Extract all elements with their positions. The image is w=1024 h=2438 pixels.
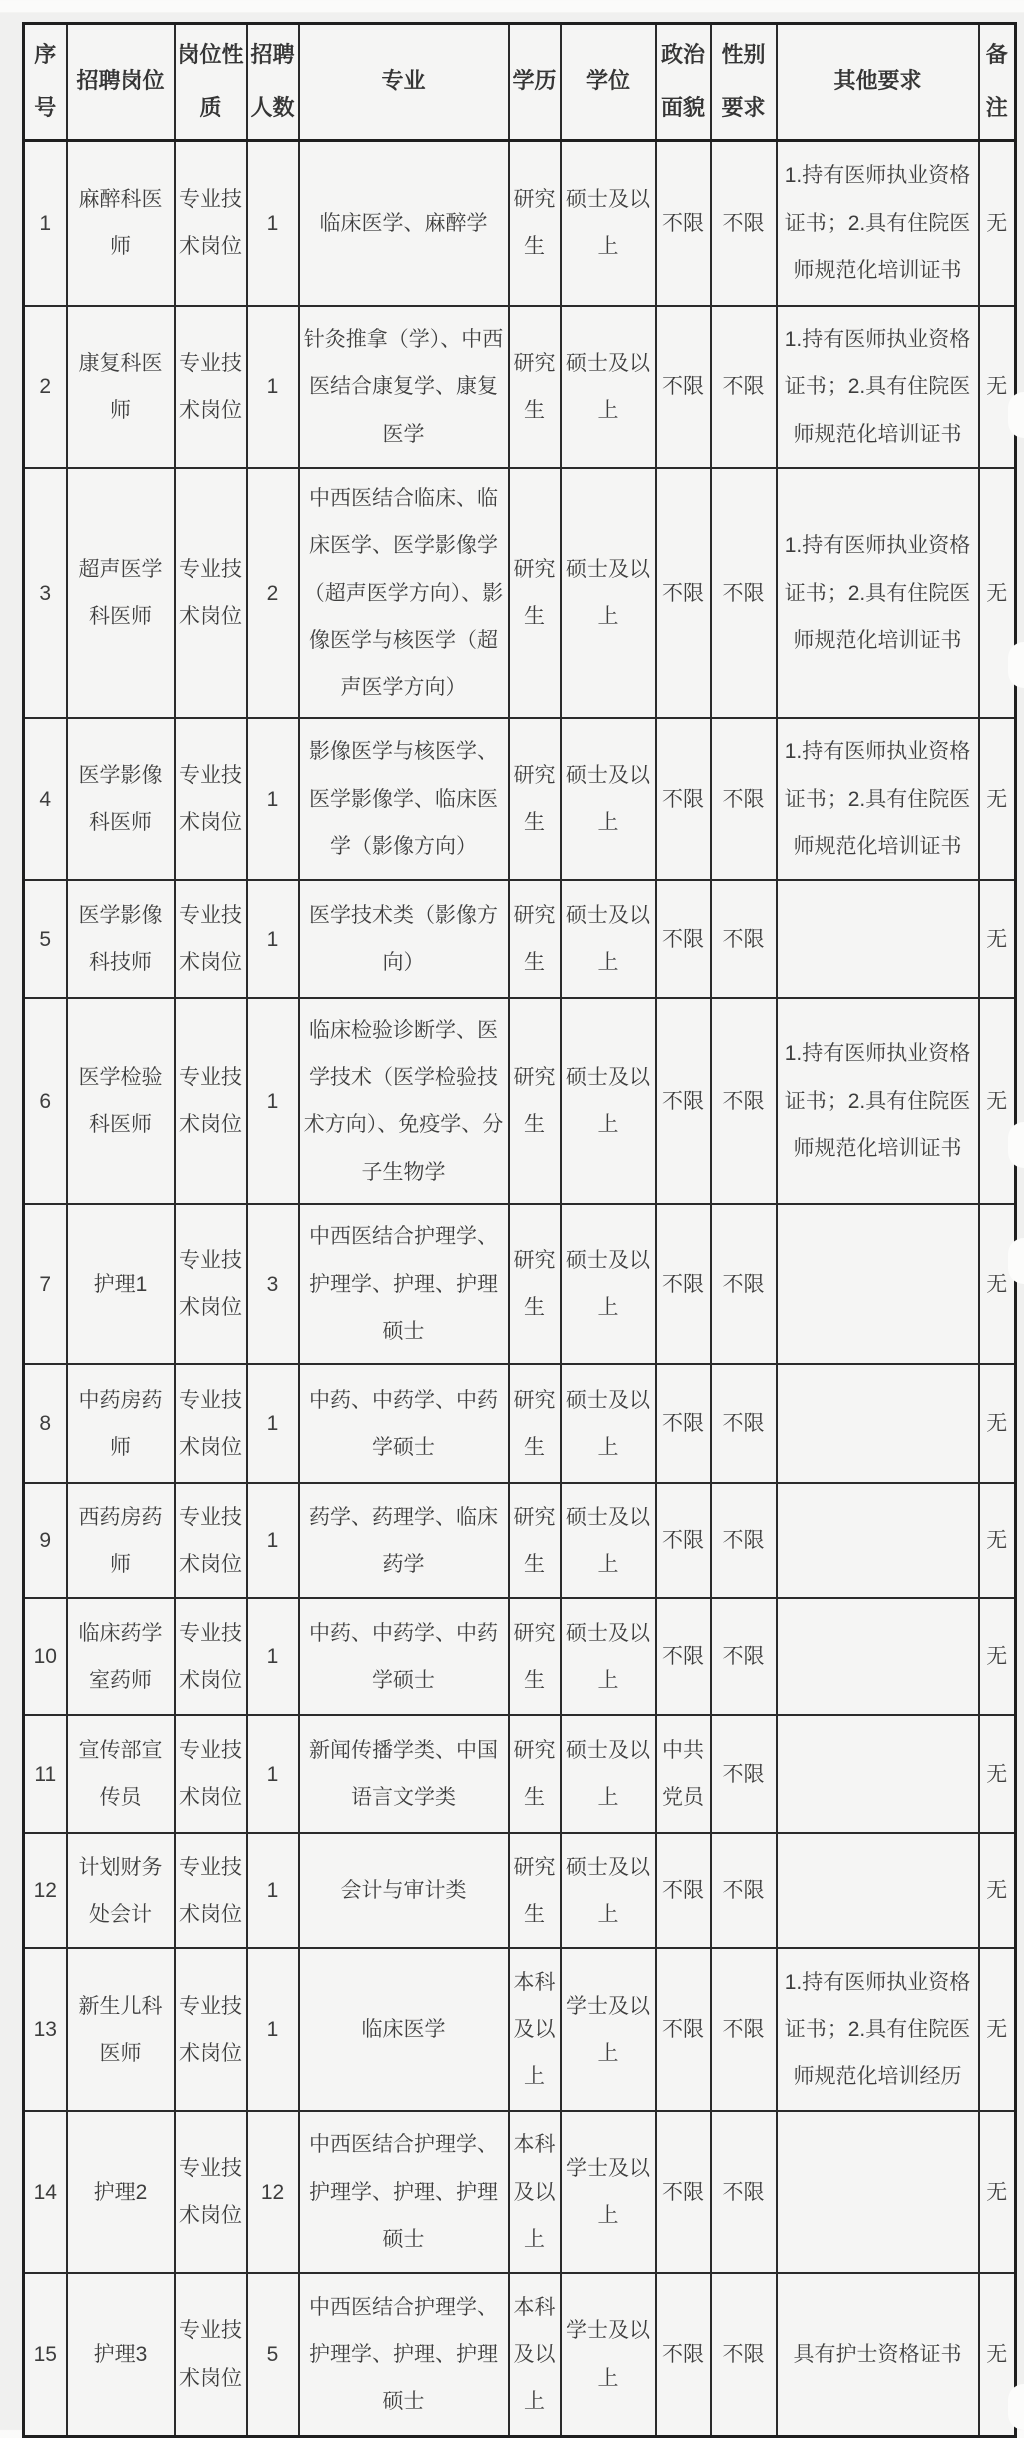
- edge-artifact: [1008, 1122, 1024, 1168]
- cell-remark: 无: [979, 140, 1016, 306]
- header-row: [24, 24, 1016, 141]
- cell-remark: 无: [979, 1364, 1016, 1483]
- cell-seq: 7: [24, 1204, 67, 1364]
- cell-major: 临床医学、麻醉学: [299, 140, 509, 306]
- cell-gender: 不限: [711, 140, 777, 306]
- cell-political: 不限: [656, 306, 711, 468]
- cell-education: 研究生: [509, 140, 561, 306]
- cell-position: 中药房药师: [67, 1364, 175, 1483]
- cell-position: 计划财务处会计: [67, 1833, 175, 1948]
- cell-political: 中共党员: [656, 1715, 711, 1833]
- cell-count: 3: [247, 1204, 299, 1364]
- cell-count: 1: [247, 718, 299, 880]
- cell-education: 研究生: [509, 718, 561, 880]
- table-row: [24, 1833, 1016, 1948]
- table-row: [24, 998, 1016, 1204]
- cell-major: 新闻传播学类、中国语言文学类: [299, 1715, 509, 1833]
- cell-education: 本科及以上: [509, 2273, 561, 2436]
- cell-other: 1.持有医师执业资格证书；2.具有住院医师规范化培训证书: [777, 140, 979, 306]
- cell-seq: 10: [24, 1598, 67, 1715]
- cell-major: 临床医学: [299, 1948, 509, 2111]
- header-position: 招聘岗位: [67, 24, 175, 141]
- cell-gender: 不限: [711, 1948, 777, 2111]
- cell-seq: 15: [24, 2273, 67, 2436]
- cell-position: 超声医学科医师: [67, 468, 175, 718]
- cell-degree: 硕士及以上: [561, 1364, 656, 1483]
- cell-political: 不限: [656, 998, 711, 1204]
- cell-nature: 专业技术岗位: [175, 1598, 247, 1715]
- cell-political: 不限: [656, 140, 711, 306]
- cell-nature: 专业技术岗位: [175, 1204, 247, 1364]
- cell-education: 本科及以上: [509, 2111, 561, 2273]
- cell-other: 1.持有医师执业资格证书；2.具有住院医师规范化培训证书: [777, 998, 979, 1204]
- cell-major: 中西医结合护理学、护理学、护理、护理硕士: [299, 1204, 509, 1364]
- cell-other: [777, 1833, 979, 1948]
- cell-political: 不限: [656, 1204, 711, 1364]
- cell-remark: 无: [979, 1948, 1016, 2111]
- cell-degree: 硕士及以上: [561, 880, 656, 998]
- table-row: [24, 880, 1016, 998]
- cell-seq: 13: [24, 1948, 67, 2111]
- cell-education: 研究生: [509, 306, 561, 468]
- cell-gender: 不限: [711, 998, 777, 1204]
- table-row: [24, 306, 1016, 468]
- header-remark: 备注: [979, 24, 1016, 141]
- cell-political: 不限: [656, 1483, 711, 1598]
- cell-major: 中西医结合护理学、护理学、护理、护理硕士: [299, 2111, 509, 2273]
- cell-nature: 专业技术岗位: [175, 1715, 247, 1833]
- cell-gender: 不限: [711, 1833, 777, 1948]
- cell-seq: 9: [24, 1483, 67, 1598]
- cell-political: 不限: [656, 2111, 711, 2273]
- cell-count: 12: [247, 2111, 299, 2273]
- cell-nature: 专业技术岗位: [175, 880, 247, 998]
- cell-seq: 12: [24, 1833, 67, 1948]
- cell-seq: 3: [24, 468, 67, 718]
- header-seq: 序号: [24, 24, 67, 141]
- cell-degree: 硕士及以上: [561, 1598, 656, 1715]
- cell-other: 1.持有医师执业资格证书；2.具有住院医师规范化培训证书: [777, 718, 979, 880]
- header-education: 学历: [509, 24, 561, 141]
- header-gender: 性别要求: [711, 24, 777, 141]
- cell-education: 本科及以上: [509, 1948, 561, 2111]
- cell-education: 研究生: [509, 1204, 561, 1364]
- cell-education: 研究生: [509, 1833, 561, 1948]
- cell-nature: 专业技术岗位: [175, 2111, 247, 2273]
- cell-major: 药学、药理学、临床药学: [299, 1483, 509, 1598]
- cell-major: 会计与审计类: [299, 1833, 509, 1948]
- cell-degree: 硕士及以上: [561, 718, 656, 880]
- cell-seq: 2: [24, 306, 67, 468]
- cell-other: 1.持有医师执业资格证书；2.具有住院医师规范化培训证书: [777, 468, 979, 718]
- cell-other: [777, 1483, 979, 1598]
- cell-gender: 不限: [711, 1204, 777, 1364]
- edge-artifact: [1008, 2384, 1024, 2430]
- cell-degree: 硕士及以上: [561, 998, 656, 1204]
- cell-gender: 不限: [711, 2273, 777, 2436]
- cell-gender: 不限: [711, 2111, 777, 2273]
- cell-political: 不限: [656, 2273, 711, 2436]
- cell-count: 1: [247, 998, 299, 1204]
- cell-education: 研究生: [509, 1364, 561, 1483]
- cell-count: 1: [247, 880, 299, 998]
- cell-nature: 专业技术岗位: [175, 306, 247, 468]
- cell-seq: 5: [24, 880, 67, 998]
- table-row: [24, 1483, 1016, 1598]
- cell-position: 新生儿科医师: [67, 1948, 175, 2111]
- cell-degree: 硕士及以上: [561, 140, 656, 306]
- cell-position: 医学检验科医师: [67, 998, 175, 1204]
- cell-major: 针灸推拿（学）、中西医结合康复学、康复医学: [299, 306, 509, 468]
- cell-political: 不限: [656, 880, 711, 998]
- cell-position: 护理2: [67, 2111, 175, 2273]
- cell-position: 医学影像科医师: [67, 718, 175, 880]
- cell-other: [777, 1715, 979, 1833]
- cell-education: 研究生: [509, 1598, 561, 1715]
- table-row: [24, 1948, 1016, 2111]
- cell-remark: 无: [979, 468, 1016, 718]
- cell-other: [777, 1204, 979, 1364]
- cell-other: [777, 1364, 979, 1483]
- table-row: [24, 1364, 1016, 1483]
- cell-position: 临床药学室药师: [67, 1598, 175, 1715]
- table-row: [24, 718, 1016, 880]
- cell-nature: 专业技术岗位: [175, 1833, 247, 1948]
- table-row: [24, 1204, 1016, 1364]
- cell-gender: 不限: [711, 1364, 777, 1483]
- table-row: [24, 2111, 1016, 2273]
- cell-remark: 无: [979, 998, 1016, 1204]
- cell-other: 1.持有医师执业资格证书；2.具有住院医师规范化培训经历: [777, 1948, 979, 2111]
- cell-remark: 无: [979, 1833, 1016, 1948]
- cell-gender: 不限: [711, 718, 777, 880]
- cell-education: 研究生: [509, 880, 561, 998]
- cell-political: 不限: [656, 1833, 711, 1948]
- edge-artifact: [1008, 1238, 1024, 1284]
- cell-degree: 硕士及以上: [561, 468, 656, 718]
- cell-degree: 硕士及以上: [561, 306, 656, 468]
- cell-count: 2: [247, 468, 299, 718]
- cell-count: 5: [247, 2273, 299, 2436]
- cell-nature: 专业技术岗位: [175, 1364, 247, 1483]
- table-row: [24, 1598, 1016, 1715]
- header-other: 其他要求: [777, 24, 979, 141]
- edge-artifact: [1008, 392, 1024, 438]
- cell-seq: 11: [24, 1715, 67, 1833]
- cell-political: 不限: [656, 468, 711, 718]
- cell-count: 1: [247, 1598, 299, 1715]
- cell-degree: 学士及以上: [561, 2273, 656, 2436]
- cell-degree: 硕士及以上: [561, 1715, 656, 1833]
- cell-major: 中药、中药学、中药学硕士: [299, 1364, 509, 1483]
- table-row: [24, 140, 1016, 306]
- cell-remark: 无: [979, 880, 1016, 998]
- cell-position: 护理3: [67, 2273, 175, 2436]
- cell-major: 中西医结合护理学、护理学、护理、护理硕士: [299, 2273, 509, 2436]
- cell-major: 医学技术类（影像方向）: [299, 880, 509, 998]
- table-body: [24, 140, 1016, 2436]
- cell-nature: 专业技术岗位: [175, 2273, 247, 2436]
- cell-degree: 学士及以上: [561, 2111, 656, 2273]
- cell-major: 中西医结合临床、临床医学、医学影像学（超声医学方向）、影像医学与核医学（超声医学方向）: [299, 468, 509, 718]
- cell-degree: 学士及以上: [561, 1948, 656, 2111]
- table-header: [24, 24, 1016, 141]
- cell-seq: 14: [24, 2111, 67, 2273]
- cell-gender: 不限: [711, 468, 777, 718]
- cell-remark: 无: [979, 1715, 1016, 1833]
- cell-remark: 无: [979, 1598, 1016, 1715]
- cell-seq: 8: [24, 1364, 67, 1483]
- cell-remark: 无: [979, 2111, 1016, 2273]
- cell-nature: 专业技术岗位: [175, 718, 247, 880]
- cell-count: 1: [247, 1364, 299, 1483]
- cell-position: 医学影像科技师: [67, 880, 175, 998]
- cell-gender: 不限: [711, 1598, 777, 1715]
- cell-seq: 6: [24, 998, 67, 1204]
- cell-position: 宣传部宣传员: [67, 1715, 175, 1833]
- cell-count: 1: [247, 1715, 299, 1833]
- table-row: [24, 468, 1016, 718]
- cell-gender: 不限: [711, 306, 777, 468]
- recruitment-table: [22, 22, 1017, 2438]
- cell-position: 西药房药师: [67, 1483, 175, 1598]
- cell-gender: 不限: [711, 1483, 777, 1598]
- table-row: [24, 2273, 1016, 2436]
- cell-gender: 不限: [711, 1715, 777, 1833]
- cell-other: 具有护士资格证书: [777, 2273, 979, 2436]
- cell-other: [777, 2111, 979, 2273]
- cell-nature: 专业技术岗位: [175, 998, 247, 1204]
- cell-remark: 无: [979, 718, 1016, 880]
- cell-education: 研究生: [509, 1483, 561, 1598]
- cell-political: 不限: [656, 1948, 711, 2111]
- cell-count: 1: [247, 306, 299, 468]
- cell-remark: 无: [979, 306, 1016, 468]
- cell-count: 1: [247, 1483, 299, 1598]
- cell-remark: 无: [979, 2273, 1016, 2436]
- cell-degree: 硕士及以上: [561, 1483, 656, 1598]
- cell-count: 1: [247, 1948, 299, 2111]
- cell-other: [777, 880, 979, 998]
- cell-nature: 专业技术岗位: [175, 1483, 247, 1598]
- cell-political: 不限: [656, 718, 711, 880]
- cell-nature: 专业技术岗位: [175, 1948, 247, 2111]
- cell-position: 康复科医师: [67, 306, 175, 468]
- cell-position: 麻醉科医师: [67, 140, 175, 306]
- cell-other: 1.持有医师执业资格证书；2.具有住院医师规范化培训证书: [777, 306, 979, 468]
- cell-major: 影像医学与核医学、医学影像学、临床医学（影像方向）: [299, 718, 509, 880]
- cell-education: 研究生: [509, 998, 561, 1204]
- cell-education: 研究生: [509, 1715, 561, 1833]
- header-political: 政治面貌: [656, 24, 711, 141]
- header-degree: 学位: [561, 24, 656, 141]
- header-nature: 岗位性质: [175, 24, 247, 141]
- cell-nature: 专业技术岗位: [175, 140, 247, 306]
- edge-artifact: [1008, 642, 1024, 688]
- cell-remark: 无: [979, 1204, 1016, 1364]
- cell-degree: 硕士及以上: [561, 1833, 656, 1948]
- cell-nature: 专业技术岗位: [175, 468, 247, 718]
- cell-count: 1: [247, 140, 299, 306]
- cell-seq: 4: [24, 718, 67, 880]
- cell-education: 研究生: [509, 468, 561, 718]
- cell-position: 护理1: [67, 1204, 175, 1364]
- table-row: [24, 1715, 1016, 1833]
- cell-remark: 无: [979, 1483, 1016, 1598]
- cell-major: 临床检验诊断学、医学技术（医学检验技术方向）、免疫学、分子生物学: [299, 998, 509, 1204]
- cell-gender: 不限: [711, 880, 777, 998]
- cell-count: 1: [247, 1833, 299, 1948]
- cell-degree: 硕士及以上: [561, 1204, 656, 1364]
- cell-other: [777, 1598, 979, 1715]
- header-count: 招聘人数: [247, 24, 299, 141]
- cell-major: 中药、中药学、中药学硕士: [299, 1598, 509, 1715]
- cell-seq: 1: [24, 140, 67, 306]
- cell-political: 不限: [656, 1598, 711, 1715]
- cell-political: 不限: [656, 1364, 711, 1483]
- header-major: 专业: [299, 24, 509, 141]
